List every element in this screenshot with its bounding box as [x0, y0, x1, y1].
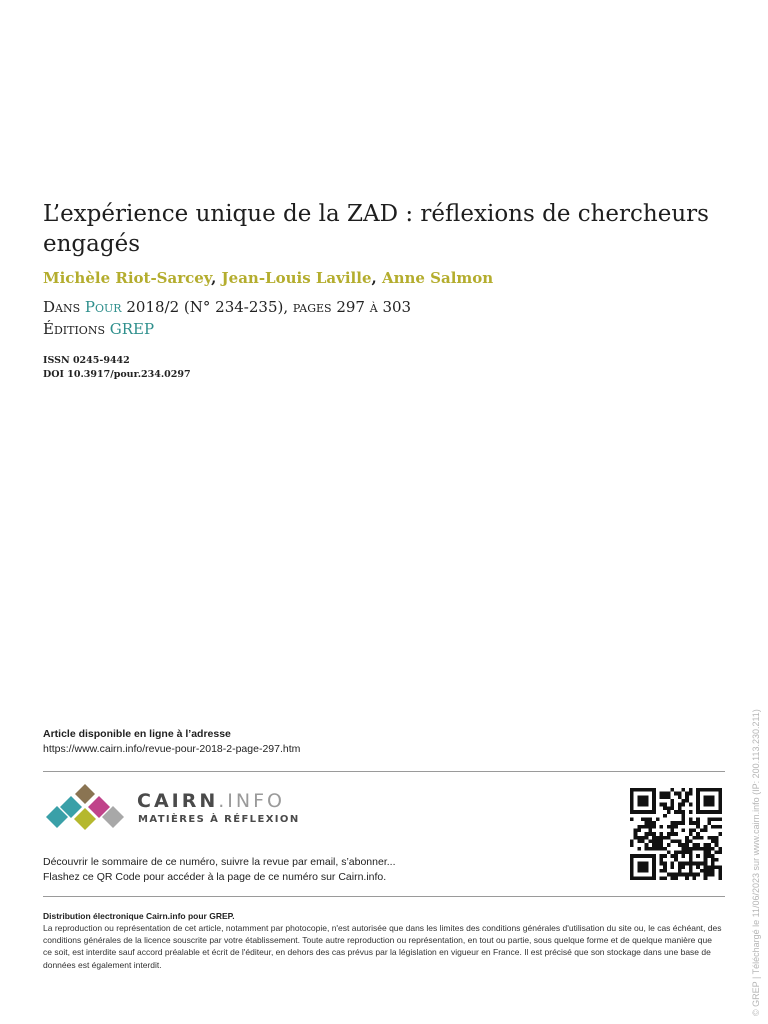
- qr-module: [711, 854, 715, 858]
- qr-module: [682, 810, 686, 814]
- qr-module: [696, 821, 700, 825]
- qr-module: [652, 847, 656, 851]
- pages-info: pages 297 à 303: [292, 298, 412, 316]
- qr-module: [689, 792, 693, 796]
- qr-module: [641, 836, 645, 840]
- qr-module: [645, 843, 649, 847]
- qr-module: [674, 792, 678, 796]
- qr-module: [711, 858, 715, 862]
- qr-module: [678, 862, 682, 866]
- qr-module: [711, 862, 715, 866]
- qr-module: [711, 840, 715, 844]
- qr-module: [693, 828, 697, 832]
- qr-module: [648, 817, 652, 821]
- qr-module: [689, 832, 693, 836]
- qr-module: [678, 803, 682, 807]
- qr-module: [689, 810, 693, 814]
- discover-text: [43, 855, 396, 885]
- qr-module: [678, 865, 682, 869]
- qr-module: [678, 810, 682, 814]
- qr-module: [718, 876, 722, 880]
- qr-module: [693, 876, 697, 880]
- qr-module: [663, 792, 667, 796]
- qr-module: [707, 817, 711, 821]
- publication-line: [43, 298, 411, 316]
- article-url-link[interactable]: https://www.cairn.info/revue-pour-2018-2-page-297.htm: [43, 743, 301, 755]
- qr-module: [659, 843, 663, 847]
- qr-module: [637, 862, 648, 873]
- qr-code-icon[interactable]: [627, 788, 725, 880]
- qr-module: [663, 847, 667, 851]
- author-link[interactable]: Michèle Riot-Sarcey: [43, 269, 212, 287]
- qr-module: [659, 825, 663, 829]
- dans-label: Dans: [43, 298, 81, 316]
- qr-module: [718, 832, 722, 836]
- qr-module: [663, 876, 667, 880]
- qr-module: [670, 788, 674, 792]
- qr-module: [670, 799, 674, 803]
- qr-module: [711, 836, 715, 840]
- qr-module: [670, 832, 674, 836]
- qr-module: [696, 825, 700, 829]
- qr-module: [711, 865, 715, 869]
- qr-module: [715, 851, 719, 855]
- qr-module: [652, 832, 656, 836]
- qr-module: [641, 817, 645, 821]
- qr-module: [707, 869, 711, 873]
- journal-link[interactable]: Pour: [84, 298, 122, 316]
- qr-module: [704, 865, 708, 869]
- publisher-link[interactable]: GREP: [109, 320, 155, 338]
- qr-module: [682, 803, 686, 807]
- qr-module: [715, 817, 719, 821]
- qr-module: [663, 869, 667, 873]
- qr-module: [718, 869, 722, 873]
- qr-module: [704, 869, 708, 873]
- qr-module: [707, 865, 711, 869]
- download-watermark: © GREP | Téléchargé le 11/06/2023 sur www.cairn.info (IP: 200.113.230.211): [751, 709, 761, 1016]
- qr-module: [641, 825, 645, 829]
- qr-module: [696, 873, 700, 877]
- qr-module: [707, 821, 711, 825]
- qr-module: [652, 825, 656, 829]
- qr-module: [707, 847, 711, 851]
- qr-module: [674, 854, 678, 858]
- qr-module: [718, 851, 722, 855]
- qr-module: [674, 825, 678, 829]
- qr-module: [685, 843, 689, 847]
- qr-module: [693, 843, 697, 847]
- distribution-notice: La reproduction ou représentation de cet article, notamment par photocopie, n'est autorisée que dans les limites des conditions générales d'utilisation du site ou, le cas échéant, des conditions générales de la licence souscrite par votre établissement. Toute autre reproduction ou représentation, en tout ou partie, sous quelque forme et de quelque manière que ce soit, est interdite sauf accord préalable et écrit de l'éditeur, en dehors des cas prévus par la législation en vigueur en France. Il est précisé que son stockage dans une base de données est également interdit.: [43, 923, 722, 970]
- qr-module: [630, 843, 634, 847]
- qr-module: [674, 873, 678, 877]
- qr-module: [656, 843, 660, 847]
- brand-suffix: .INFO: [218, 790, 285, 812]
- qr-module: [696, 865, 700, 869]
- qr-module: [659, 795, 663, 799]
- qr-module: [663, 836, 667, 840]
- qr-module: [685, 799, 689, 803]
- qr-module: [682, 854, 686, 858]
- qr-module: [685, 876, 689, 880]
- qr-module: [707, 854, 711, 858]
- qr-module: [696, 854, 700, 858]
- qr-module: [682, 843, 686, 847]
- qr-module: [630, 840, 634, 844]
- qr-module: [696, 836, 700, 840]
- online-label: Article disponible en ligne à l’adresse: [43, 728, 231, 740]
- qr-module: [678, 869, 682, 873]
- qr-module: [704, 876, 708, 880]
- qr-module: [637, 840, 641, 844]
- qr-module: [711, 825, 715, 829]
- qr-module: [718, 817, 722, 821]
- qr-module: [670, 840, 674, 844]
- qr-module: [707, 873, 711, 877]
- qr-module: [659, 832, 663, 836]
- qr-module: [663, 803, 667, 807]
- qr-module: [682, 814, 686, 818]
- author-separator: ,: [211, 269, 222, 287]
- qr-module: [674, 876, 678, 880]
- qr-module: [634, 828, 638, 832]
- qr-module: [678, 840, 682, 844]
- qr-module: [696, 843, 700, 847]
- qr-module: [689, 873, 693, 877]
- distribution-title: Distribution électronique Cairn.info pour GREP.: [43, 911, 235, 921]
- qr-module: [659, 847, 663, 851]
- qr-module: [667, 873, 671, 877]
- qr-module: [670, 876, 674, 880]
- qr-module: [682, 821, 686, 825]
- qr-module: [670, 873, 674, 877]
- qr-module: [711, 847, 715, 851]
- qr-module: [682, 862, 686, 866]
- qr-module: [648, 840, 652, 844]
- qr-module: [674, 821, 678, 825]
- qr-module: [700, 836, 704, 840]
- qr-module: [637, 847, 641, 851]
- qr-module: [670, 806, 674, 810]
- qr-module: [704, 795, 715, 806]
- qr-module: [648, 832, 652, 836]
- qr-module: [711, 873, 715, 877]
- qr-module: [678, 851, 682, 855]
- qr-module: [689, 869, 693, 873]
- qr-module: [667, 806, 671, 810]
- qr-module: [682, 799, 686, 803]
- qr-module: [648, 847, 652, 851]
- qr-module: [659, 869, 663, 873]
- qr-module: [656, 847, 660, 851]
- qr-module: [689, 865, 693, 869]
- qr-module: [682, 873, 686, 877]
- divider: [43, 771, 725, 772]
- qr-module: [648, 828, 652, 832]
- qr-module: [641, 840, 645, 844]
- qr-module: [670, 825, 674, 829]
- divider: [43, 896, 725, 897]
- qr-module: [678, 792, 682, 796]
- qr-module: [693, 873, 697, 877]
- doi: DOI 10.3917/pour.234.0297: [43, 369, 191, 380]
- qr-module: [656, 836, 660, 840]
- qr-module: [652, 821, 656, 825]
- qr-module: [670, 862, 674, 866]
- qr-module: [663, 862, 667, 866]
- cairn-logo-icon[interactable]: [43, 784, 127, 836]
- cairn-brand: [137, 790, 285, 812]
- qr-module: [715, 843, 719, 847]
- qr-module: [715, 840, 719, 844]
- qr-module: [659, 836, 663, 840]
- issn: ISSN 0245-9442: [43, 355, 130, 366]
- logo-diamond: [75, 784, 95, 804]
- qr-module: [685, 792, 689, 796]
- qr-module: [670, 828, 674, 832]
- qr-module: [663, 806, 667, 810]
- qr-module: [707, 851, 711, 855]
- qr-module: [667, 843, 671, 847]
- qr-module: [652, 843, 656, 847]
- qr-module: [670, 803, 674, 807]
- qr-module: [659, 840, 663, 844]
- qr-module: [648, 825, 652, 829]
- qr-module: [682, 847, 686, 851]
- qr-module: [670, 821, 674, 825]
- discover-line: Découvrir le sommaire de ce numéro, suivre la revue par email, s’abonner...: [43, 856, 396, 868]
- qr-module: [718, 865, 722, 869]
- qr-module: [637, 828, 641, 832]
- qr-module: [667, 825, 671, 829]
- qr-module: [645, 836, 649, 840]
- qr-module: [659, 792, 663, 796]
- qr-module: [682, 851, 686, 855]
- qr-module: [718, 873, 722, 877]
- qr-module: [634, 832, 638, 836]
- editions-label: Éditions: [43, 320, 105, 338]
- qr-module: [711, 869, 715, 873]
- qr-module: [667, 795, 671, 799]
- qr-module: [659, 803, 663, 807]
- qr-module: [700, 869, 704, 873]
- qr-module: [715, 836, 719, 840]
- qr-module: [707, 843, 711, 847]
- qr-module: [685, 873, 689, 877]
- qr-module: [682, 865, 686, 869]
- qr-module: [667, 832, 671, 836]
- qr-module: [715, 825, 719, 829]
- qr-module: [685, 840, 689, 844]
- qr-module: [674, 832, 678, 836]
- qr-module: [678, 806, 682, 810]
- qr-module: [667, 810, 671, 814]
- qr-module: [670, 854, 674, 858]
- qr-module: [659, 876, 663, 880]
- qr-module: [689, 788, 693, 792]
- qr-module: [674, 851, 678, 855]
- qr-module: [682, 828, 686, 832]
- qr-module: [704, 828, 708, 832]
- qr-module: [685, 851, 689, 855]
- issue-info: 2018/2 (N° 234-235),: [126, 298, 289, 316]
- qr-module: [696, 832, 700, 836]
- qr-module: [645, 847, 649, 851]
- qr-module: [693, 836, 697, 840]
- cairn-tagline: MATIÈRES À RÉFLEXION: [138, 814, 300, 825]
- qr-module: [696, 817, 700, 821]
- qr-module: [689, 817, 693, 821]
- qr-module: [700, 828, 704, 832]
- qr-module: [685, 795, 689, 799]
- qr-module: [645, 817, 649, 821]
- qr-module: [685, 862, 689, 866]
- qr-module: [693, 821, 697, 825]
- qr-module: [663, 865, 667, 869]
- qr-module: [704, 843, 708, 847]
- qr-module: [715, 865, 719, 869]
- article-title: L’expérience unique de la ZAD : réflexions de chercheurs engagés: [43, 201, 709, 257]
- qr-module: [718, 825, 722, 829]
- qr-instruction: Flashez ce QR Code pour accéder à la page de ce numéro sur Cairn.info.: [43, 871, 387, 883]
- qr-module: [674, 840, 678, 844]
- qr-module: [707, 836, 711, 840]
- qr-module: [663, 795, 667, 799]
- qr-module: [652, 836, 656, 840]
- qr-module: [656, 817, 660, 821]
- qr-module: [648, 821, 652, 825]
- qr-module: [645, 821, 649, 825]
- qr-module: [704, 873, 708, 877]
- author-link[interactable]: Jean-Louis Laville: [221, 269, 372, 287]
- qr-module: [667, 836, 671, 840]
- qr-module: [715, 858, 719, 862]
- qr-module: [645, 832, 649, 836]
- qr-module: [685, 836, 689, 840]
- identifiers: [43, 354, 191, 382]
- qr-module: [659, 858, 663, 862]
- qr-module: [678, 843, 682, 847]
- qr-module: [689, 828, 693, 832]
- qr-module: [711, 817, 715, 821]
- qr-module: [667, 851, 671, 855]
- qr-module: [678, 821, 682, 825]
- qr-module: [630, 817, 634, 821]
- qr-module: [663, 814, 667, 818]
- qr-module: [652, 840, 656, 844]
- qr-module: [678, 795, 682, 799]
- qr-module: [689, 840, 693, 844]
- qr-module: [637, 825, 641, 829]
- qr-module: [682, 788, 686, 792]
- brand-main: CAIRN: [137, 790, 219, 812]
- qr-module: [685, 847, 689, 851]
- qr-module: [689, 803, 693, 807]
- author-link[interactable]: Anne Salmon: [381, 269, 494, 287]
- qr-module: [637, 795, 648, 806]
- author-separator: ,: [371, 269, 382, 287]
- qr-module: [634, 836, 638, 840]
- qr-module: [670, 865, 674, 869]
- qr-module: [656, 840, 660, 844]
- qr-module: [718, 847, 722, 851]
- qr-module: [674, 858, 678, 862]
- qr-module: [689, 821, 693, 825]
- qr-module: [704, 825, 708, 829]
- qr-module: [667, 792, 671, 796]
- qr-module: [637, 836, 641, 840]
- publisher-line: [43, 320, 154, 338]
- qr-module: [663, 854, 667, 858]
- author-list: [43, 269, 493, 287]
- qr-module: [678, 873, 682, 877]
- qr-module: [674, 810, 678, 814]
- qr-module: [682, 817, 686, 821]
- qr-module: [659, 862, 663, 866]
- qr-module: [645, 825, 649, 829]
- qr-module: [659, 854, 663, 858]
